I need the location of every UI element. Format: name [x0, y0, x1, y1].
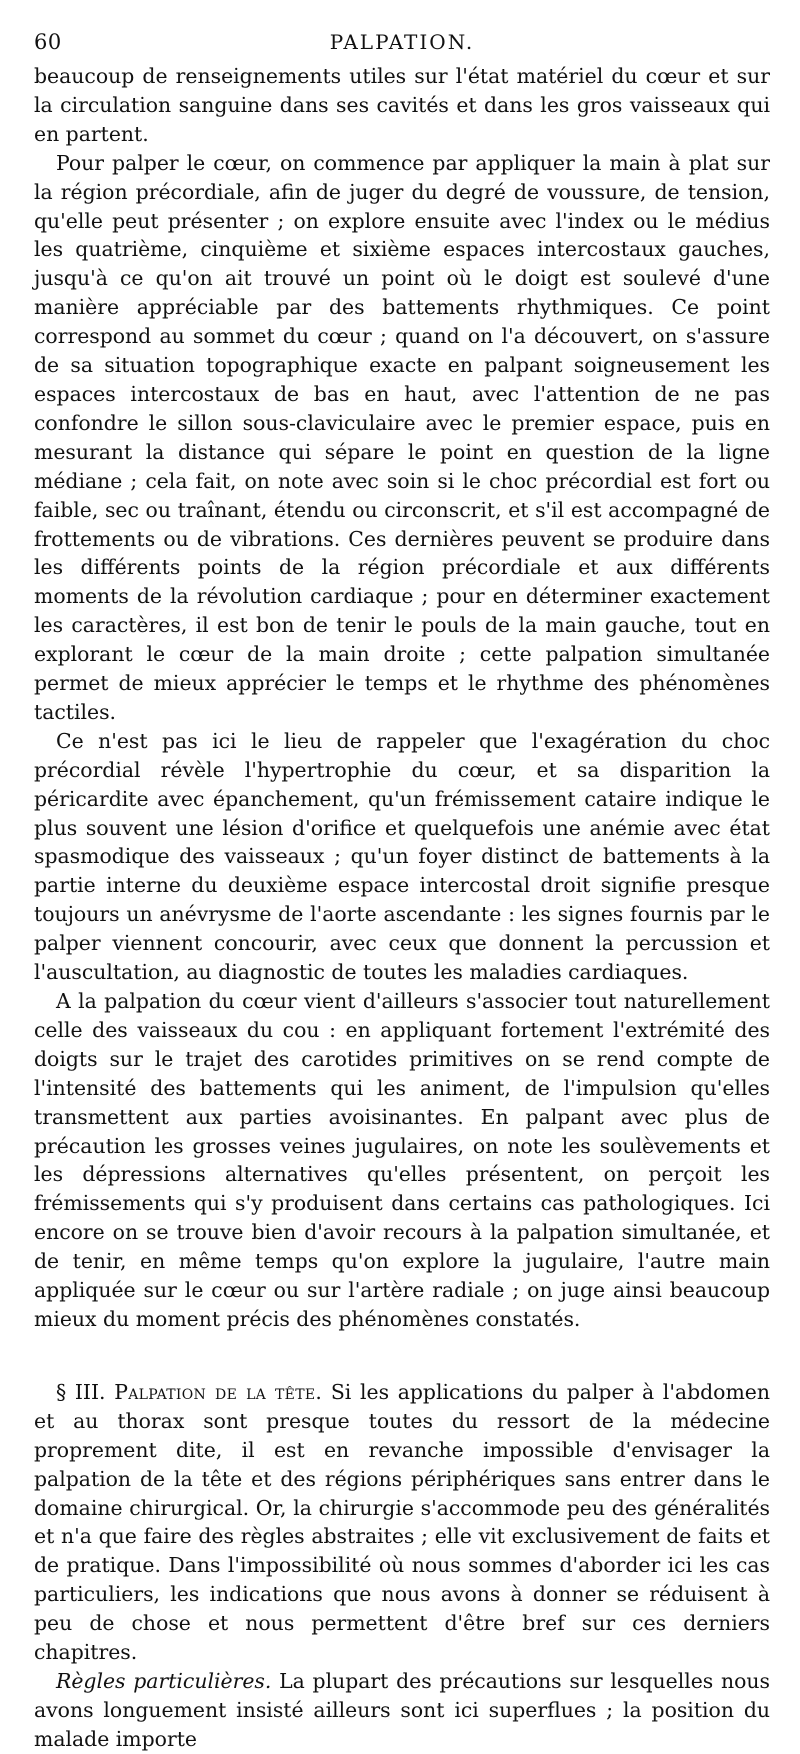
paragraph-heart-palpation: Pour palper le cœur, on commence par appliquer la main à plat sur la région précordiale, afin de juger du degré de voussure, de tension, qu'elle peut présenter ; on explore ensuite avec l'index ou le médius les quatrième, cinquième et sixième espaces intercostaux gauches, jusqu'à ce qu'on ait trouvé un point où le doigt est soulevé d'une manière appréciable par des battements rhythmiques. Ce point correspond au sommet du cœur ; quand on l'a découvert, on s'assure de sa situation topographique exacte en palpant soigneusement les espaces intercostaux de bas en haut, avec l'attention de ne pas confondre le sillon sous-claviculaire avec le premier espace, puis en mesurant la distance qui sépare le point en question de la ligne médiane ; cela fait, on note avec soin si le choc précordial est fort ou faible, sec ou traînant, étendu ou circonscrit, et s'il est accompagné de frottements ou de vibrations. Ces dernières peuvent se produire dans les différents points de la région précordiale et aux différents moments de la révolution cardiaque ; pour en déterminer exactement les caractères, il est bon de tenir le pouls de la main gauche, tout en explorant le cœur de la main droite ; cette palpation simultanée permet de mieux apprécier le temps et le rhythme des phénomènes tactiles. [34, 150, 770, 724]
rules-text: La plupart des précautions sur lesquelles nous avons longuement insisté ailleurs sont ici superflues ; la position du malade importe [34, 1668, 771, 1751]
paragraph-neck-vessels: A la palpation du cœur vient d'ailleurs s'associer tout naturellement celle des vaisseaux du cou : en appliquant fortement l'extrémité des doigts sur le trajet des carotides primitives on se rend compte de l'intensité des battements qui les animent, de l'impulsion qu'elles transmettent aux parties avoisinantes. En palpant avec plus de précaution les grosses veines jugulaires, on note les soulèvements et les dépressions alternatives qu'elles présentent, on perçoit les frémissements qui s'y produisent dans certains cas pathologiques. Ici encore on se trouve bien d'avoir recours à la palpation simultanée, et de tenir, en même temps qu'on explore la jugulaire, l'autre main appliquée sur le cœur ou sur l'artère radiale ; on juge ainsi beaucoup mieux du moment précis des phénomènes constatés. [34, 989, 770, 1331]
section-text: Si les applications du palper à l'abdomen et au thorax sont presque toutes du ressort de la médecine proprement dite, il est en revanche impossible d'envisager la palpation de la tête et des régions périphériques sans entrer dans le domaine chirurgical. Or, la chirurgie s'accommode peu des généralités et n'a que faire des règles abstraites ; elle vit exclusivement de faits et de pratique. Dans l'impossibilité où nous sommes d'aborder ici les cas particuliers, les indications que nous avons à donner se réduisent à peu de chose et nous permettent d'être bref sur ces derniers chapitres. [34, 1379, 770, 1665]
section-heading: Palpation de la tête. [114, 1379, 323, 1404]
section-spacer [34, 1334, 770, 1378]
section-marker: § III. [56, 1379, 106, 1404]
rules-paragraph [34, 1667, 770, 1754]
section-paragraph [34, 1378, 770, 1667]
rules-heading: Règles particulières. [56, 1668, 272, 1693]
page-number: 60 [34, 30, 62, 54]
running-title: PALPATION. [329, 30, 475, 54]
running-head [34, 22, 770, 62]
paragraph-continuation: beaucoup de renseignements utiles sur l'état matériel du cœur et sur la circulation sanguine dans ses cavités et dans les gros vaisseaux qui en partent. [34, 64, 770, 146]
paragraph-precordial-signs: Ce n'est pas ici le lieu de rappeler que l'exagération du choc précordial révèle l'hypertrophie du cœur, et sa disparition la péricardite avec épanchement, qu'un frémissement cataire indique le plus souvent une lésion d'orifice et quelquefois une anémie avec état spasmodique des vaisseaux ; qu'un foyer distinct de battements à la partie interne du deuxième espace intercostal droit signifie presque toujours un anévrysme de l'aorte ascendante : les signes fournis par le palper viennent concourir, avec ceux que donnent la percussion et l'auscultation, au diagnostic de toutes les maladies cardiaques. [34, 728, 770, 985]
